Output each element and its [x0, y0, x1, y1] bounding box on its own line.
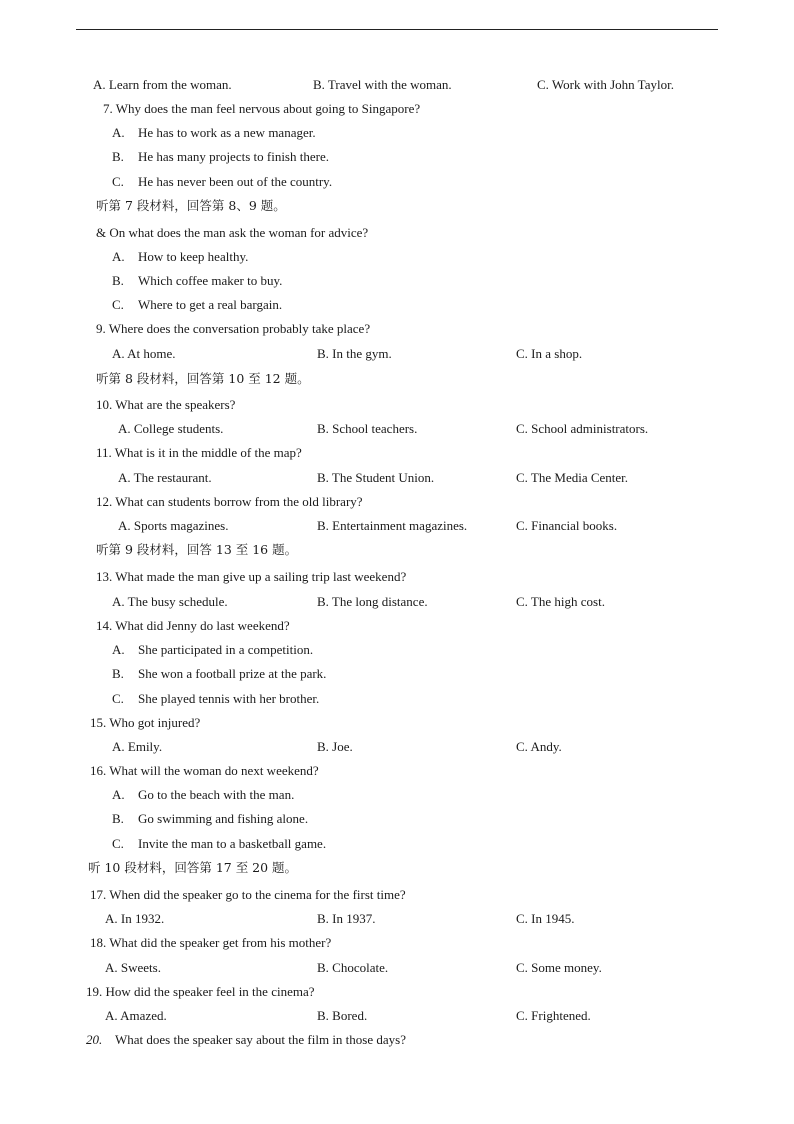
q9-option-b: B. In the gym. — [317, 346, 392, 361]
q13-stem: 13. What made the man give up a sailing trip last weekend? — [96, 569, 407, 584]
q8-option-b-label: B. — [112, 273, 124, 288]
q10-option-b: B. School teachers. — [317, 421, 418, 436]
q8-option-b: Which coffee maker to buy. — [138, 273, 283, 288]
q8-option-c: Where to get a real bargain. — [138, 297, 283, 312]
q17-option-b: B. In 1937. — [317, 911, 376, 926]
q10-option-a: A. College students. — [118, 421, 224, 436]
q14-option-c-label: C. — [112, 691, 124, 706]
q17-option-c: C. In 1945. — [516, 911, 575, 926]
q8-option-c-label: C. — [112, 297, 124, 312]
q6-option-b: B. Travel with the woman. — [313, 77, 452, 92]
q7-option-b-label: B. — [112, 149, 124, 164]
q10-stem: 10. What are the speakers? — [96, 397, 236, 412]
q19-option-a: A. Amazed. — [105, 1008, 167, 1023]
q11-stem: 11. What is it in the middle of the map? — [96, 445, 302, 460]
q7-stem: 7. Why does the man feel nervous about going to Singapore? — [103, 101, 421, 116]
q13-option-b: B. The long distance. — [317, 594, 428, 609]
q14-option-b: She won a football prize at the park. — [138, 666, 327, 681]
q18-option-c: C. Some money. — [516, 960, 602, 975]
q19-option-c: C. Frightened. — [516, 1008, 591, 1023]
q14-option-b-label: B. — [112, 666, 124, 681]
q19-stem: 19. How did the speaker feel in the cinema? — [86, 984, 315, 999]
q14-stem: 14. What did Jenny do last weekend? — [96, 618, 290, 633]
q16-option-a-label: A. — [112, 787, 125, 802]
q17-stem: 17. When did the speaker go to the cinema for the first time? — [90, 887, 406, 902]
q6-option-c: C. Work with John Taylor. — [537, 77, 674, 92]
q12-option-b: B. Entertainment magazines. — [317, 518, 468, 533]
q8-stem: & On what does the man ask the woman for advice? — [96, 225, 369, 240]
q12-option-a: A. Sports magazines. — [118, 518, 229, 533]
q16-option-c: Invite the man to a basketball game. — [138, 836, 327, 851]
q16-stem: 16. What will the woman do next weekend? — [90, 763, 319, 778]
q7-option-b: He has many projects to finish there. — [138, 149, 329, 164]
header-rule — [76, 29, 718, 30]
q7-option-c: He has never been out of the country. — [138, 174, 333, 189]
q15-option-b: B. Joe. — [317, 739, 353, 754]
q16-option-a: Go to the beach with the man. — [138, 787, 295, 802]
q7-option-a: He has to work as a new manager. — [138, 125, 316, 140]
q17-option-a: A. In 1932. — [105, 911, 165, 926]
q12-stem: 12. What can students borrow from the old library? — [96, 494, 363, 509]
q8-option-a-label: A. — [112, 249, 125, 264]
q10-option-c: C. School administrators. — [516, 421, 649, 436]
section-10-heading: 听 10 段材料，回答第 17 至 20 题。 — [88, 860, 298, 875]
q12-option-c: C. Financial books. — [516, 518, 618, 533]
q6-option-a: A. Learn from the woman. — [93, 77, 232, 92]
q15-option-a: A. Emily. — [112, 739, 163, 754]
q19-option-b: B. Bored. — [317, 1008, 368, 1023]
q14-option-a-label: A. — [112, 642, 125, 657]
q9-option-c: C. In a shop. — [516, 346, 583, 361]
q20-number: 20. — [86, 1032, 103, 1047]
q11-option-b: B. The Student Union. — [317, 470, 435, 485]
q9-option-a: A. At home. — [112, 346, 176, 361]
section-7-heading: 听第 7 段材料，回答第 8、9 题。 — [96, 198, 286, 213]
q8-option-a: How to keep healthy. — [138, 249, 249, 264]
q18-option-b: B. Chocolate. — [317, 960, 389, 975]
q13-option-a: A. The busy schedule. — [112, 594, 228, 609]
q9-stem: 9. Where does the conversation probably take place? — [96, 321, 371, 336]
q11-option-a: A. The restaurant. — [118, 470, 212, 485]
q7-option-c-label: C. — [112, 174, 124, 189]
section-9-heading: 听第 9 段材料，回答 13 至 16 题。 — [96, 542, 298, 557]
section-8-heading: 听第 8 段材料，回答第 10 至 12 题。 — [96, 371, 310, 386]
q14-option-a: She participated in a competition. — [138, 642, 314, 657]
q16-option-b: Go swimming and fishing alone. — [138, 811, 309, 826]
q15-stem: 15. Who got injured? — [90, 715, 201, 730]
q14-option-c: She played tennis with her brother. — [138, 691, 320, 706]
q16-option-b-label: B. — [112, 811, 124, 826]
q20-stem: What does the speaker say about the film in those days? — [115, 1032, 406, 1047]
q18-stem: 18. What did the speaker get from his mother? — [90, 935, 332, 950]
q15-option-c: C. Andy. — [516, 739, 562, 754]
q7-option-a-label: A. — [112, 125, 125, 140]
q16-option-c-label: C. — [112, 836, 124, 851]
q13-option-c: C. The high cost. — [516, 594, 605, 609]
q11-option-c: C. The Media Center. — [516, 470, 629, 485]
q18-option-a: A. Sweets. — [105, 960, 161, 975]
